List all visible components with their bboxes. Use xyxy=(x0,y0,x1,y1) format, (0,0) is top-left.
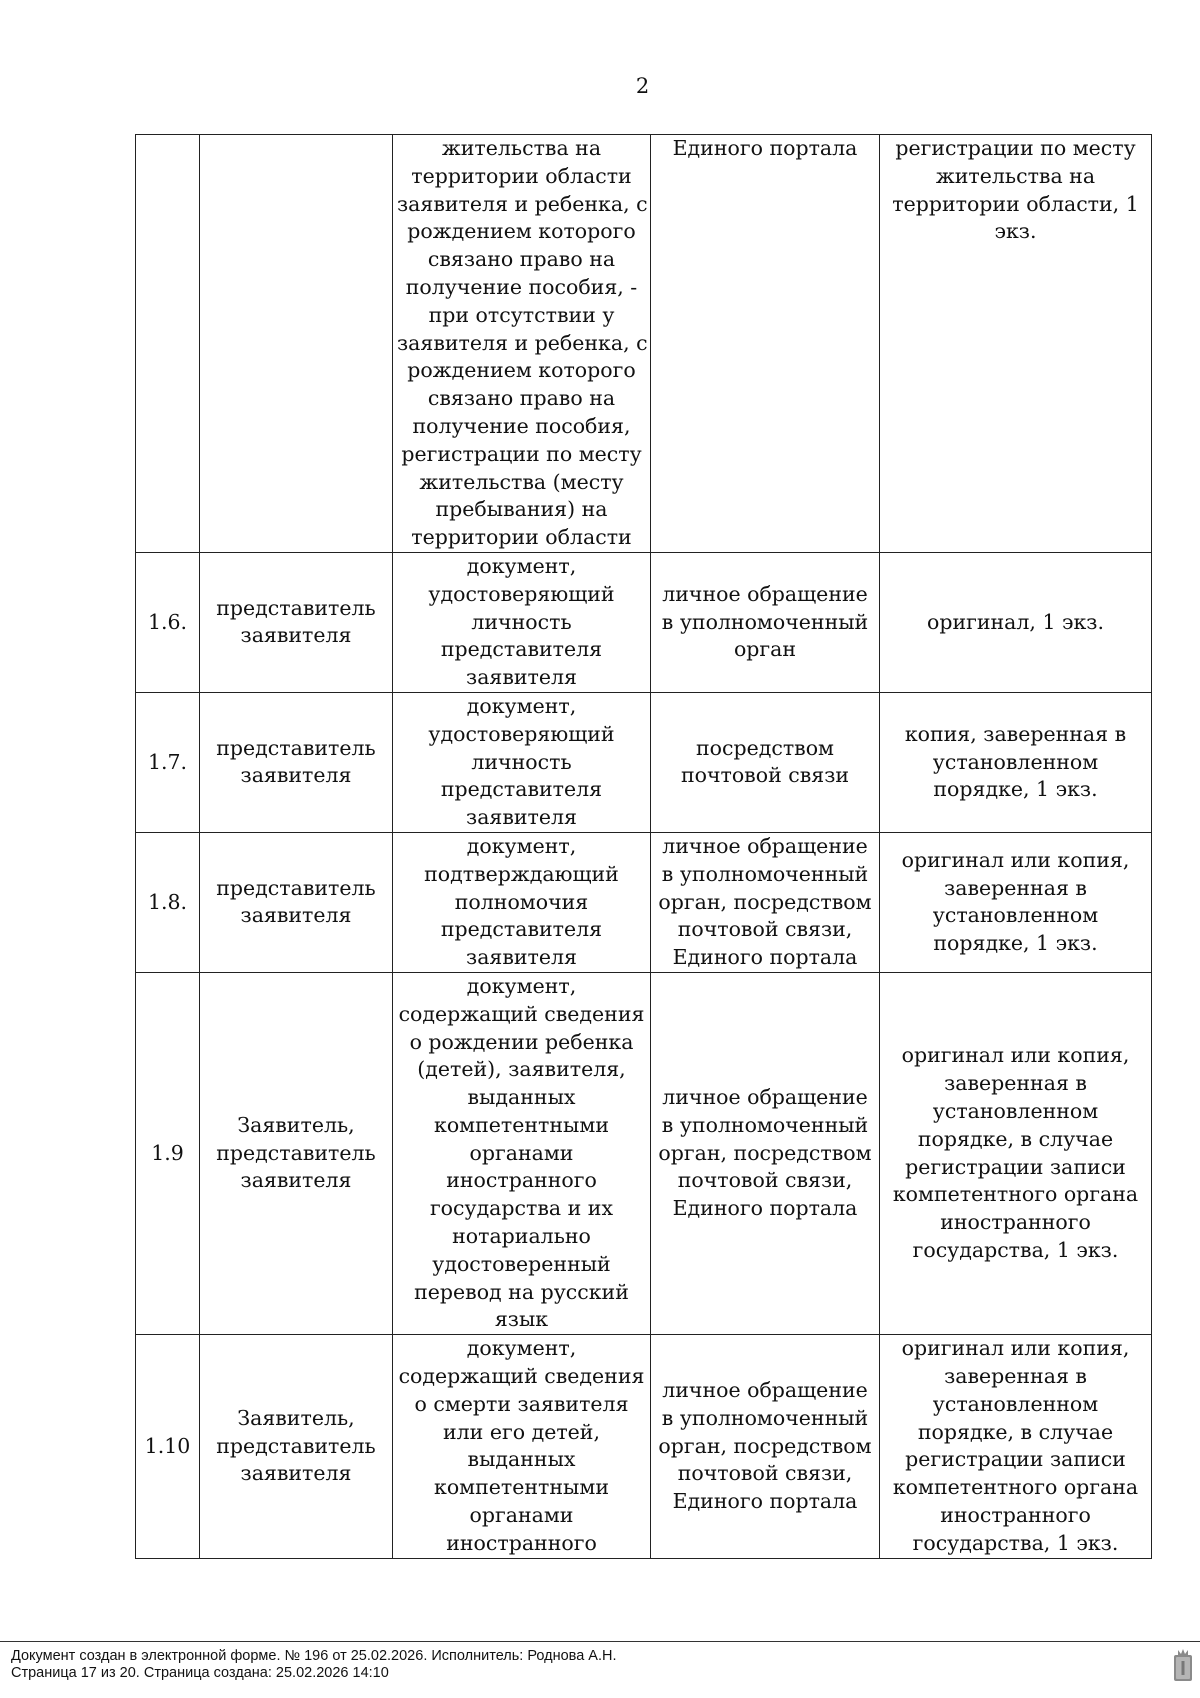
cell-line: рождением которого xyxy=(407,219,636,244)
cell-line: порядке, в случае xyxy=(917,1126,1114,1151)
cell-line: порядке, 1 экз. xyxy=(933,777,1098,802)
cell-document xyxy=(393,1335,651,1558)
cell-line: личность xyxy=(471,609,572,634)
cell-line: личное обращение xyxy=(662,581,868,606)
table-row xyxy=(136,1335,1152,1558)
cell-document xyxy=(393,135,651,553)
cell-line: почтовой связи xyxy=(680,763,850,788)
cell-line: оригинал, 1 экз. xyxy=(926,609,1105,634)
cell-method xyxy=(651,832,880,972)
cell-document xyxy=(393,972,651,1334)
cell-line: документ, xyxy=(466,553,577,578)
cell-line: компетентными xyxy=(434,1475,609,1500)
cell-line: получение пособия, - xyxy=(405,274,638,299)
row-number: 1.7. xyxy=(147,749,188,774)
cell-line: документ, xyxy=(466,833,577,858)
cell-line: представителя xyxy=(440,777,603,802)
cell-line: государства и их xyxy=(429,1196,614,1221)
cell-line: иностранного xyxy=(446,1168,597,1193)
cell-form xyxy=(880,832,1152,972)
cell-line: регистрации по месту xyxy=(895,136,1136,160)
cell-line: орган xyxy=(733,637,797,662)
cell-line: язык xyxy=(494,1307,549,1332)
cell-line: в уполномоченный xyxy=(661,1112,869,1137)
cell-line: представителя xyxy=(440,637,603,662)
cell-line: личное обращение xyxy=(662,1085,868,1110)
cell-line: регистрации записи xyxy=(905,1154,1126,1179)
cell-line: удостоверяющий xyxy=(428,721,615,746)
cell-line: подтверждающий xyxy=(424,861,619,886)
cell-line: жительства на xyxy=(935,163,1096,188)
cell-form xyxy=(880,135,1152,553)
documents-table xyxy=(135,134,1152,1559)
cell-line: установленном xyxy=(932,903,1099,928)
cell-line: иностранного xyxy=(446,1530,597,1555)
cell-line: установленном xyxy=(932,1391,1099,1416)
cell-line: представитель xyxy=(216,735,376,760)
cell-line: иностранного xyxy=(940,1210,1091,1235)
cell-line: Единого портала xyxy=(672,945,858,970)
cell-line: органами xyxy=(469,1140,574,1165)
footer-divider xyxy=(0,1641,1200,1642)
cell-line: заявителя xyxy=(466,805,577,830)
cell-line: Единого портала xyxy=(672,136,858,160)
cell-line: о смерти заявителя xyxy=(414,1391,629,1416)
cell-line: связано право на xyxy=(427,386,616,411)
cell-num xyxy=(136,832,200,972)
cell-form xyxy=(880,972,1152,1334)
cell-line: полномочия xyxy=(454,889,589,914)
cell-line: заявителя и ребенка, с xyxy=(397,330,648,355)
cell-line: рождением которого xyxy=(407,358,636,383)
row-number: 1.6. xyxy=(147,609,188,634)
cell-line: связано право на xyxy=(427,247,616,272)
footer xyxy=(11,1648,617,1682)
cell-document xyxy=(393,552,651,692)
cell-line: заверенная в xyxy=(944,1071,1087,1096)
table-row xyxy=(136,552,1152,692)
cell-line: заявителя xyxy=(240,763,352,788)
cell-line: заявителя и ребенка, с xyxy=(397,191,648,216)
cell-subject xyxy=(200,832,393,972)
cell-line: удостоверяющий xyxy=(428,581,615,606)
cell-num xyxy=(136,1335,200,1558)
cell-form xyxy=(880,552,1152,692)
cell-line: заявителя xyxy=(466,665,577,690)
cell-line: Заявитель, xyxy=(237,1112,355,1137)
cell-line: пребывания) на xyxy=(435,497,608,522)
cell-line: орган, посредством xyxy=(658,1140,872,1165)
page-number: 2 xyxy=(635,74,650,98)
table-row xyxy=(136,832,1152,972)
cell-line: почтовой связи, xyxy=(677,917,853,942)
cell-line: представитель xyxy=(216,1140,376,1165)
cell-line: жительства на xyxy=(441,136,602,160)
cell-line: порядке, 1 экз. xyxy=(933,931,1098,956)
cell-line: содержащий сведения xyxy=(398,1364,645,1389)
cell-subject xyxy=(200,692,393,832)
cell-line: документ, xyxy=(466,693,577,718)
cell-line: почтовой связи, xyxy=(677,1168,853,1193)
cell-line: в уполномоченный xyxy=(661,1405,869,1430)
cell-line: перевод на русский xyxy=(414,1279,629,1304)
cell-line: органами xyxy=(469,1503,574,1528)
cell-line: установленном xyxy=(932,1098,1099,1123)
cell-line: представитель xyxy=(216,595,376,620)
cell-line: нотариально xyxy=(452,1224,591,1249)
cell-line: о рождении ребенка xyxy=(409,1029,634,1054)
cell-line: заявителя xyxy=(240,623,352,648)
cell-line: порядке, в случае xyxy=(917,1419,1114,1444)
cell-subject xyxy=(200,1335,393,1558)
cell-num xyxy=(136,692,200,832)
cell-line: иностранного xyxy=(940,1503,1091,1528)
cell-line: (детей), заявителя, xyxy=(417,1057,626,1082)
cell-document xyxy=(393,692,651,832)
cell-line: удостоверенный xyxy=(432,1251,611,1276)
cell-line: установленном xyxy=(932,749,1099,774)
cell-line: территории области xyxy=(411,525,632,550)
cell-subject xyxy=(200,552,393,692)
cell-line: компетентного органа xyxy=(892,1475,1139,1500)
footer-line-1: Документ создан в электронной форме. № 196 от 25.02.2026. Исполнитель: Роднова А.Н. xyxy=(11,1648,617,1664)
cell-line: территории области, 1 xyxy=(892,191,1139,216)
cell-line: Единого портала xyxy=(672,1196,858,1221)
cell-line: орган, посредством xyxy=(658,1433,872,1458)
cell-line: документ, xyxy=(466,1336,577,1361)
cell-line: регистрации записи xyxy=(905,1447,1126,1472)
cell-line: содержащий сведения xyxy=(398,1001,645,1026)
cell-line: государства, 1 экз. xyxy=(912,1237,1119,1262)
cell-line: оригинал или копия, xyxy=(901,1336,1130,1361)
table-row xyxy=(136,692,1152,832)
cell-num xyxy=(136,972,200,1334)
cell-line: жительства (месту xyxy=(419,469,624,494)
cell-method xyxy=(651,552,880,692)
cell-line: в уполномоченный xyxy=(661,861,869,886)
cell-line: территории области xyxy=(411,163,632,188)
cell-line: орган, посредством xyxy=(658,889,872,914)
cell-method xyxy=(651,1335,880,1558)
cell-num xyxy=(136,135,200,553)
cell-line: при отсутствии у xyxy=(428,302,615,327)
cell-line: компетентными xyxy=(434,1112,609,1137)
cell-method xyxy=(651,972,880,1334)
cell-line: посредством xyxy=(695,735,834,760)
cell-line: государства, 1 экз. xyxy=(912,1530,1119,1555)
cell-line: выданных xyxy=(467,1447,576,1472)
coat-of-arms-icon xyxy=(1172,1647,1194,1683)
table-body xyxy=(136,135,1152,1559)
cell-form xyxy=(880,692,1152,832)
cell-line: выданных xyxy=(467,1085,576,1110)
cell-line: личное обращение xyxy=(662,1377,868,1402)
cell-line: экз. xyxy=(994,219,1037,244)
cell-line: личное обращение xyxy=(662,833,868,858)
cell-line: заверенная в xyxy=(944,1364,1087,1389)
cell-line: получение пособия, xyxy=(412,413,631,438)
cell-method xyxy=(651,692,880,832)
cell-line: представитель xyxy=(216,875,376,900)
cell-line: заявителя xyxy=(466,945,577,970)
row-number: 1.9 xyxy=(151,1140,184,1165)
cell-method xyxy=(651,135,880,553)
cell-line: Заявитель, xyxy=(237,1405,355,1430)
cell-line: заявителя xyxy=(240,903,352,928)
cell-subject xyxy=(200,972,393,1334)
cell-subject xyxy=(200,135,393,553)
cell-line: документ, xyxy=(466,973,577,998)
cell-line: личность xyxy=(471,749,572,774)
cell-line: компетентного органа xyxy=(892,1182,1139,1207)
cell-line: оригинал или копия, xyxy=(901,847,1130,872)
row-number: 1.10 xyxy=(144,1433,191,1458)
cell-line: в уполномоченный xyxy=(661,609,869,634)
cell-num xyxy=(136,552,200,692)
cell-document xyxy=(393,832,651,972)
cell-line: почтовой связи, xyxy=(677,1461,853,1486)
cell-line: или его детей, xyxy=(442,1419,600,1444)
cell-line: регистрации по месту xyxy=(401,441,642,466)
cell-line: копия, заверенная в xyxy=(904,721,1127,746)
row-number: 1.8. xyxy=(147,889,188,914)
table-row xyxy=(136,135,1152,553)
cell-line: представитель xyxy=(216,1433,376,1458)
cell-line: представителя xyxy=(440,917,603,942)
cell-line: заверенная в xyxy=(944,875,1087,900)
cell-line: заявителя xyxy=(240,1461,352,1486)
cell-line: оригинал или копия, xyxy=(901,1043,1130,1068)
cell-line: Единого портала xyxy=(672,1489,858,1514)
cell-form xyxy=(880,1335,1152,1558)
cell-line: заявителя xyxy=(240,1168,352,1193)
footer-line-2: Страница 17 из 20. Страница создана: 25.02.2026 14:10 xyxy=(11,1665,389,1681)
table-row xyxy=(136,972,1152,1334)
